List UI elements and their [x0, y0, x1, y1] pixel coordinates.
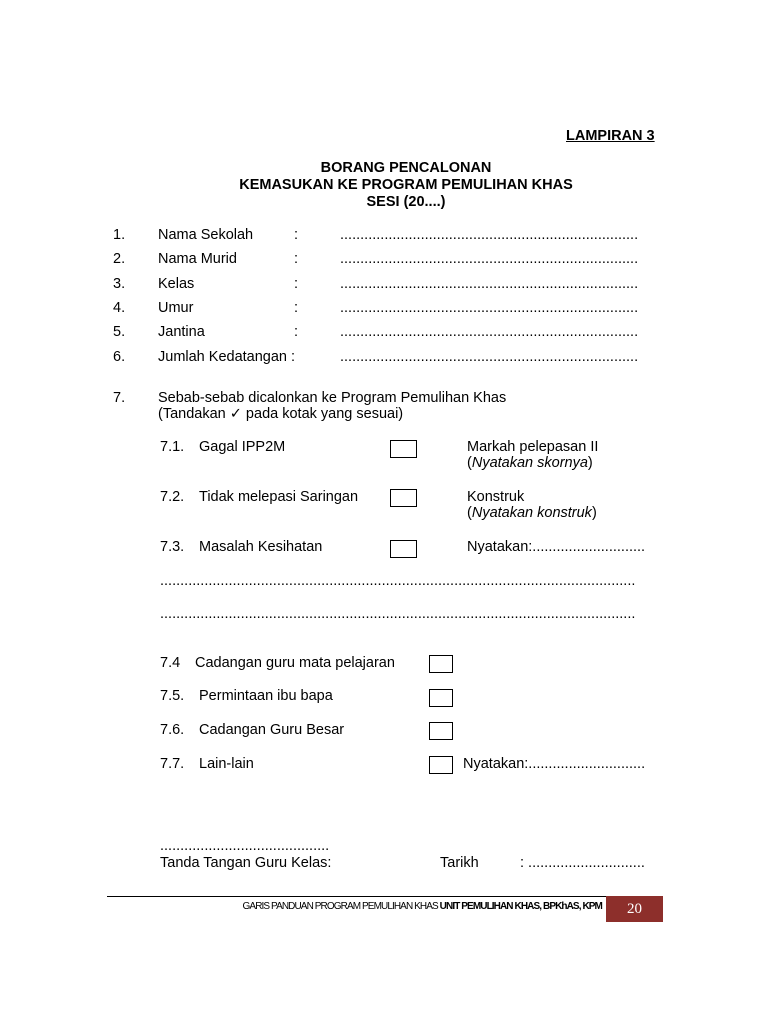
- field-label: Umur: [158, 300, 194, 316]
- nama-sekolah-field[interactable]: ..........................................................................: [340, 227, 639, 243]
- date-label: Tarikh: [440, 855, 479, 871]
- signature-label: Tanda Tangan Guru Kelas:: [160, 855, 332, 871]
- field-number: 6.: [113, 349, 126, 365]
- item-label: Permintaan ibu bapa: [199, 688, 333, 704]
- guru-besar-checkbox[interactable]: [429, 722, 453, 740]
- field-label: Kelas: [158, 276, 195, 292]
- footer-guide-title: GARIS PANDUAN PROGRAM PEMULIHAN KHAS: [242, 901, 440, 912]
- nama-murid-field[interactable]: ..........................................................................: [340, 251, 639, 267]
- checkmark-icon: ✓: [229, 406, 242, 422]
- note-italic: Nyatakan konstruk: [471, 505, 592, 521]
- section7-number: 7.: [113, 390, 126, 406]
- item-number: 7.1.: [160, 439, 185, 455]
- item-number: 7.5.: [160, 688, 185, 704]
- field-colon: :: [294, 227, 299, 243]
- saringan-checkbox[interactable]: [390, 489, 417, 507]
- umur-field[interactable]: ..........................................................................: [340, 300, 639, 316]
- item-note: Markah pelepasan II: [467, 439, 599, 455]
- nyatakan-kesihatan-field[interactable]: Nyatakan:............................: [467, 539, 646, 555]
- footer-divider: [107, 896, 660, 897]
- field-colon: :: [294, 324, 299, 340]
- item-note: Konstruk: [467, 489, 525, 505]
- item-number: 7.6.: [160, 722, 185, 738]
- footer-text: [243, 901, 602, 912]
- paren: (: [467, 455, 472, 471]
- instruction-text: (Tandakan: [158, 406, 230, 422]
- field-label: Jantina: [158, 324, 205, 340]
- item-label: Cadangan Guru Besar: [199, 722, 345, 738]
- section7-heading: Sebab-sebab dicalonkan ke Program Pemulihan Khas: [158, 390, 507, 406]
- additional-notes-line-2[interactable]: ......................................................................................................................: [160, 606, 636, 622]
- item-label: Gagal IPP2M: [199, 439, 286, 455]
- page-number: 20: [606, 896, 663, 922]
- item-note-sub: [467, 505, 597, 521]
- item-label: Tidak melepasi Saringan: [199, 489, 359, 505]
- section7-instruction: [158, 406, 403, 422]
- signature-line[interactable]: ..........................................: [160, 838, 330, 854]
- field-colon: :: [294, 276, 299, 292]
- lampiran-label: LAMPIRAN 3: [566, 128, 655, 144]
- field-number: 2.: [113, 251, 126, 267]
- item-label: Masalah Kesihatan: [199, 539, 323, 555]
- field-number: 4.: [113, 300, 126, 316]
- gagal-ipp2m-checkbox[interactable]: [390, 440, 417, 458]
- guru-mata-pelajaran-checkbox[interactable]: [429, 655, 453, 673]
- additional-notes-line-1[interactable]: ......................................................................................................................: [160, 573, 636, 589]
- field-number: 3.: [113, 276, 126, 292]
- date-field[interactable]: : .............................: [520, 855, 645, 871]
- field-colon: :: [294, 251, 299, 267]
- field-label: Jumlah Kedatangan :: [158, 349, 296, 365]
- kelas-field[interactable]: ..........................................................................: [340, 276, 639, 292]
- field-colon: :: [294, 300, 299, 316]
- paren: ): [591, 505, 597, 521]
- jantina-field[interactable]: ..........................................................................: [340, 324, 639, 340]
- paren: ): [587, 455, 593, 471]
- item-number: 7.3.: [160, 539, 185, 555]
- item-label: Lain-lain: [199, 756, 254, 772]
- form-title-line3: SESI (20....): [366, 194, 446, 210]
- lain-lain-checkbox[interactable]: [429, 756, 453, 774]
- form-title-line2: KEMASUKAN KE PROGRAM PEMULIHAN KHAS: [239, 177, 573, 193]
- item-number: 7.4: [160, 655, 181, 671]
- field-label: Nama Sekolah: [158, 227, 254, 243]
- footer-unit-name: UNIT PEMULIHAN KHAS, BPKhAS, KPM: [439, 901, 602, 912]
- form-title-line1: BORANG PENCALONAN: [320, 160, 492, 176]
- paren: (: [467, 505, 472, 521]
- kesihatan-checkbox[interactable]: [390, 540, 417, 558]
- nyatakan-lain-field[interactable]: Nyatakan:.............................: [463, 756, 646, 772]
- instruction-text: pada kotak yang sesuai): [241, 406, 404, 422]
- field-label: Nama Murid: [158, 251, 237, 267]
- field-number: 5.: [113, 324, 126, 340]
- item-number: 7.7.: [160, 756, 185, 772]
- item-note-sub: [467, 455, 593, 471]
- note-italic: Nyatakan skornya: [471, 455, 588, 471]
- ibu-bapa-checkbox[interactable]: [429, 689, 453, 707]
- item-label: Cadangan guru mata pelajaran: [195, 655, 395, 671]
- item-number: 7.2.: [160, 489, 185, 505]
- field-number: 1.: [113, 227, 126, 243]
- jumlah-kedatangan-field[interactable]: ..........................................................................: [340, 349, 639, 365]
